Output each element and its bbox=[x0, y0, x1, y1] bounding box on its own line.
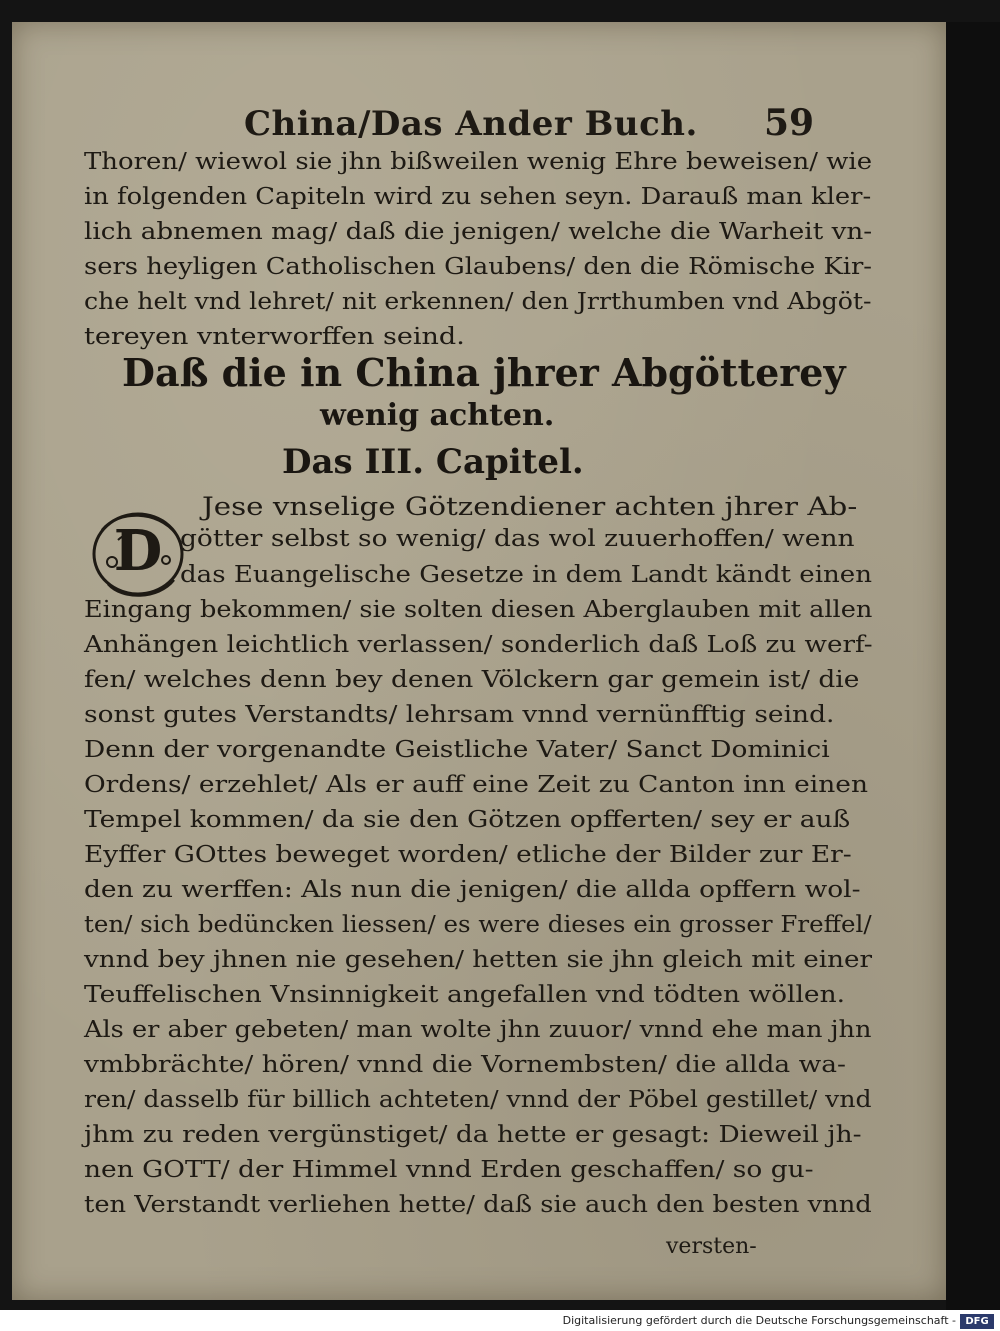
digitization-footer bbox=[0, 1313, 1000, 1331]
body-line: Denn der vorgenandte Geistliche Vater/ Sanct Dominici bbox=[84, 737, 830, 763]
body-line: Tempel kommen/ da sie den Götzen opfferten/ sey er auß bbox=[84, 807, 851, 833]
scan-edge-right bbox=[946, 22, 1000, 1310]
body-line: ten Verstandt verliehen hette/ daß sie auch den besten vnnd bbox=[84, 1192, 872, 1218]
body-line: Eyffer GOttes beweget worden/ etliche der Bilder zur Er- bbox=[84, 842, 852, 868]
body-line: Ordens/ erzehlet/ Als er auff eine Zeit zu Canton inn einen bbox=[84, 772, 868, 798]
body-line: Jese vnselige Götzendiener achten jhrer Ab- bbox=[202, 492, 858, 522]
body-line: vnnd bey jhnen nie gesehen/ hetten sie jhn gleich mit einer bbox=[84, 947, 873, 973]
body-line: Anhängen leichtlich verlassen/ sonderlich daß Loß zu werf- bbox=[84, 632, 873, 658]
body-line: sonst gutes Verstandts/ lehrsam vnnd vernünfftig seind. bbox=[84, 702, 835, 728]
body-line: vmbbrächte/ hören/ vnnd die Vornembsten/ die allda wa- bbox=[84, 1052, 846, 1078]
dfg-logo-icon: DFG bbox=[960, 1314, 994, 1329]
decorated-initial bbox=[88, 500, 188, 604]
body-line: den zu werffen: Als nun die jenigen/ die allda opffern wol- bbox=[84, 877, 861, 903]
body-line: sers heyligen Catholischen Glaubens/ den die Römische Kir- bbox=[84, 252, 873, 280]
body-line: Teuffelischen Vnsinnigkeit angefallen vnd tödten wöllen. bbox=[84, 982, 846, 1008]
body-line: in folgenden Capiteln wird zu sehen seyn. Darauß man kler- bbox=[84, 182, 872, 210]
body-line: götter selbst so wenig/ das wol zuuerhoffen/ wenn bbox=[180, 526, 855, 552]
catchword: versten- bbox=[666, 1234, 757, 1259]
chapter-title-line-2: wenig achten. bbox=[320, 398, 555, 433]
chapter-number: Das III. Capitel. bbox=[282, 442, 584, 482]
running-head: China/Das Ander Buch. bbox=[244, 104, 698, 144]
body-line: nen GOTT/ der Himmel vnnd Erden geschaffen/ so gu- bbox=[84, 1157, 814, 1183]
initial-ornament-icon bbox=[88, 500, 188, 604]
book-page bbox=[12, 22, 946, 1300]
body-line: ten/ sich bedüncken liessen/ es were dieses ein grosser Freffel/ bbox=[84, 912, 872, 938]
body-line: Thoren/ wiewol sie jhn bißweilen wenig Ehre beweisen/ wie bbox=[84, 147, 873, 175]
body-line: tereyen vnterworffen seind. bbox=[84, 322, 465, 350]
body-line: das Euangelische Gesetze in dem Landt kändt einen bbox=[180, 562, 873, 588]
footer-credit: Digitalisierung gefördert durch die Deutsche Forschungsgemeinschaft - bbox=[562, 1314, 956, 1327]
body-line: fen/ welches denn bey denen Völckern gar gemein ist/ die bbox=[84, 667, 860, 693]
body-line: jhm zu reden vergünstiget/ da hette er gesagt: Dieweil jh- bbox=[84, 1122, 862, 1148]
body-line: lich abnemen mag/ daß die jenigen/ welche die Warheit vn- bbox=[84, 217, 873, 245]
body-line: Eingang bekommen/ sie solten diesen Aberglauben mit allen bbox=[84, 597, 873, 623]
body-line: Als er aber gebeten/ man wolte jhn zuuor/ vnnd ehe man jhn bbox=[84, 1017, 872, 1043]
page-number: 59 bbox=[764, 102, 815, 144]
body-line: ren/ dasselb für billich achteten/ vnnd der Pöbel gestillet/ vnd bbox=[84, 1087, 872, 1113]
body-line: che helt vnd lehret/ nit erkennen/ den Jrrthumben vnd Abgöt- bbox=[84, 287, 872, 315]
initial-letter: D bbox=[113, 518, 163, 584]
chapter-title-line-1: Daß die in China jhrer Abgötterey bbox=[122, 350, 846, 395]
